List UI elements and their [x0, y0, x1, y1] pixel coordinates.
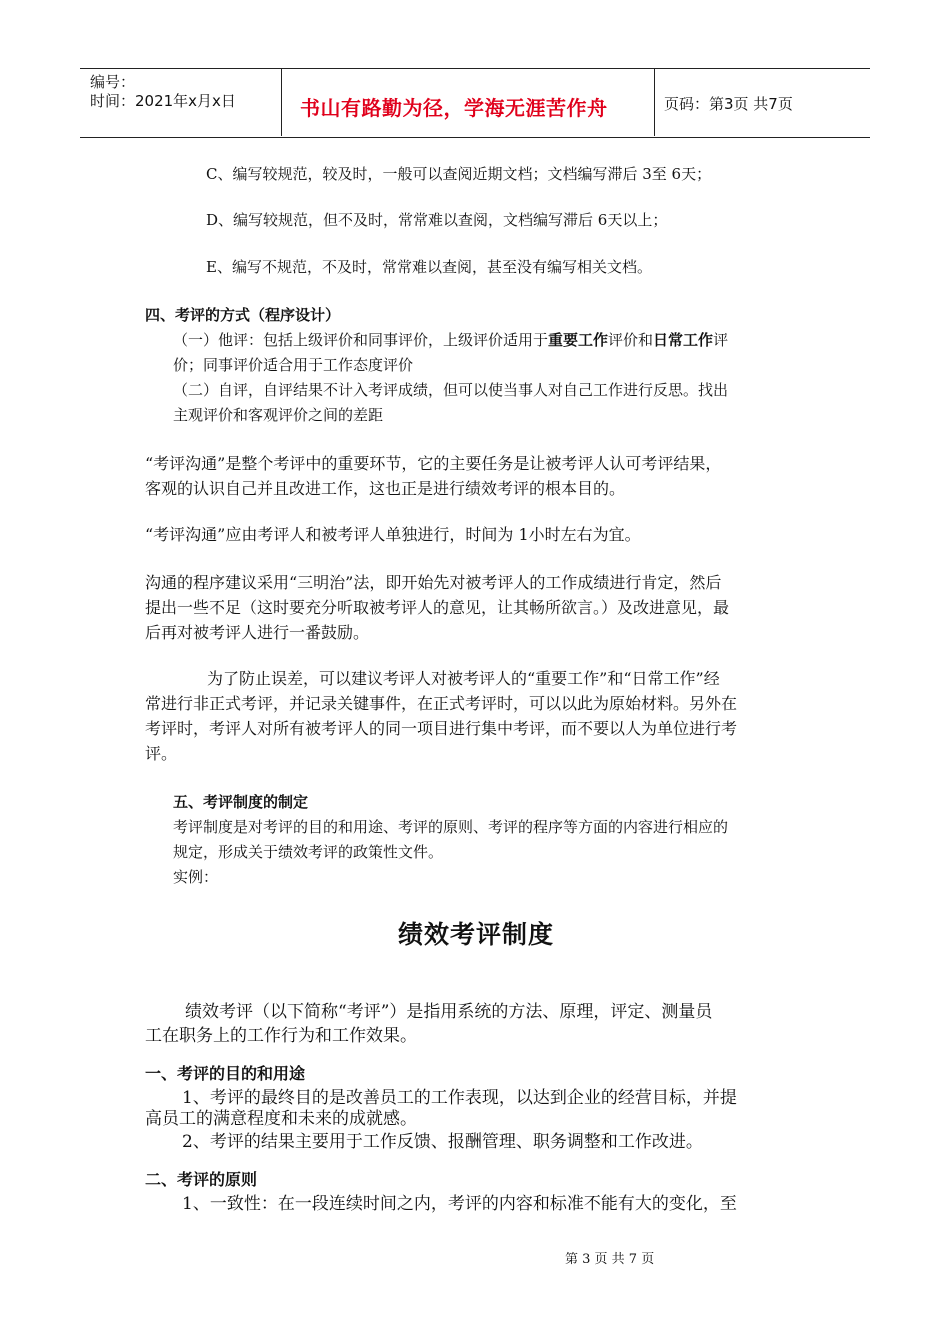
section-4-para-1-line-1	[173, 329, 728, 350]
subsection-2-heading: 二、考评的原则	[145, 1170, 258, 1189]
footer-page-number: 第 3 页 共 7 页	[565, 1252, 655, 1267]
section-4-para-2-line-2: 主观评价和客观评价之间的差距	[173, 406, 384, 424]
communication-para-1-line-2: 客观的认识自己并且改进工作，这也正是进行绩效考评的根本目的。	[145, 479, 626, 498]
intro-line-1: 绩效考评（以下简称“考评”）是指用系统的方法、原理，评定、测量员	[185, 1002, 713, 1022]
subsection-1-item-2: 2、考评的结果主要用于工作反馈、报酬管理、职务调整和工作改进。	[182, 1132, 703, 1152]
section-5-para-line-1: 考评制度是对考评的目的和用途、考评的原则、考评的程序等方面的内容进行相应的	[173, 818, 729, 836]
error-prevention-line-3: 考评时，考评人对所有被考评人的同一项目进行集中考评，而不要以人为单位进行考	[145, 719, 738, 738]
number-label: 编号：	[90, 73, 136, 91]
subsection-2-item-1: 1、一致性：在一段连续时间之内，考评的内容和标准不能有大的变化，至	[182, 1194, 737, 1214]
intro-line-2: 工在职务上的工作行为和工作效果。	[145, 1026, 417, 1046]
text-run: （一）他评：包括上级评价和同事评价，上级评价适用于	[173, 331, 549, 349]
section-4-para-2-line-1: （二）自评，自评结果不计入考评成绩，但可以使当事人对自己工作进行反思。找出	[173, 381, 729, 399]
header-divider-right	[654, 68, 655, 136]
section-4-para-1-line-2: 价；同事评价适合用于工作态度评价	[173, 356, 414, 374]
text-run: 评	[713, 331, 729, 349]
section-4-heading: 四、考评的方式（程序设计）	[145, 306, 341, 324]
date-label: 时间：2021年x月x日	[90, 92, 236, 110]
text-run: 评价和	[608, 331, 654, 349]
example-label: 实例：	[173, 868, 219, 886]
error-prevention-line-1: 为了防止误差，可以建议考评人对被考评人的“重要工作”和“日常工作”经	[207, 669, 720, 688]
communication-para-3-line-3: 后再对被考评人进行一番鼓励。	[145, 623, 370, 642]
error-prevention-line-2: 常进行非正式考评，并记录关键事件，在正式考评时，可以以此为原始材料。另外在	[145, 694, 738, 713]
emphasis-daily-work: 日常工作	[653, 331, 714, 349]
communication-para-3-line-2: 提出一些不足（这时要充分听取被考评人的意见，让其畅所欲言。）及改进意见，最	[145, 598, 730, 617]
header-page-label: 页码：第3页 共7页	[664, 95, 793, 113]
header-divider-left	[281, 68, 282, 136]
section-5-heading: 五、考评制度的制定	[173, 793, 309, 811]
subsection-1-item-1-line-1: 1、考评的最终目的是改善员工的工作表现，以达到企业的经营目标，并提	[182, 1088, 737, 1108]
communication-para-1-line-1: “考评沟通”是整个考评中的重要环节，它的主要任务是让被考评人认可考评结果，	[145, 454, 722, 473]
subsection-1-item-1-line-2: 高员工的满意程度和未来的成就感。	[145, 1109, 417, 1129]
item-d: D、编写较规范，但不及时，常常难以查阅，文档编写滞后 6天以上；	[206, 211, 668, 229]
section-5-para-line-2: 规定，形成关于绩效考评的政策性文件。	[173, 843, 444, 861]
communication-para-3-line-1: 沟通的程序建议采用“三明治”法，即开始先对被考评人的工作成绩进行肯定，然后	[145, 573, 722, 592]
subsection-1-heading: 一、考评的目的和用途	[145, 1064, 306, 1083]
header-motto: 书山有路勤为径，学海无涯苦作舟	[300, 96, 608, 120]
communication-para-2: “考评沟通”应由考评人和被考评人单独进行，时间为 1小时左右为宜。	[145, 525, 641, 544]
error-prevention-line-4: 评。	[145, 744, 178, 763]
document-title: 绩效考评制度	[398, 920, 555, 949]
item-c: C、编写较规范，较及时，一般可以查阅近期文档；文档编写滞后 3至 6天；	[206, 165, 712, 183]
emphasis-important-work: 重要工作	[548, 331, 609, 349]
item-e: E、编写不规范，不及时，常常难以查阅，甚至没有编写相关文档。	[206, 258, 652, 276]
